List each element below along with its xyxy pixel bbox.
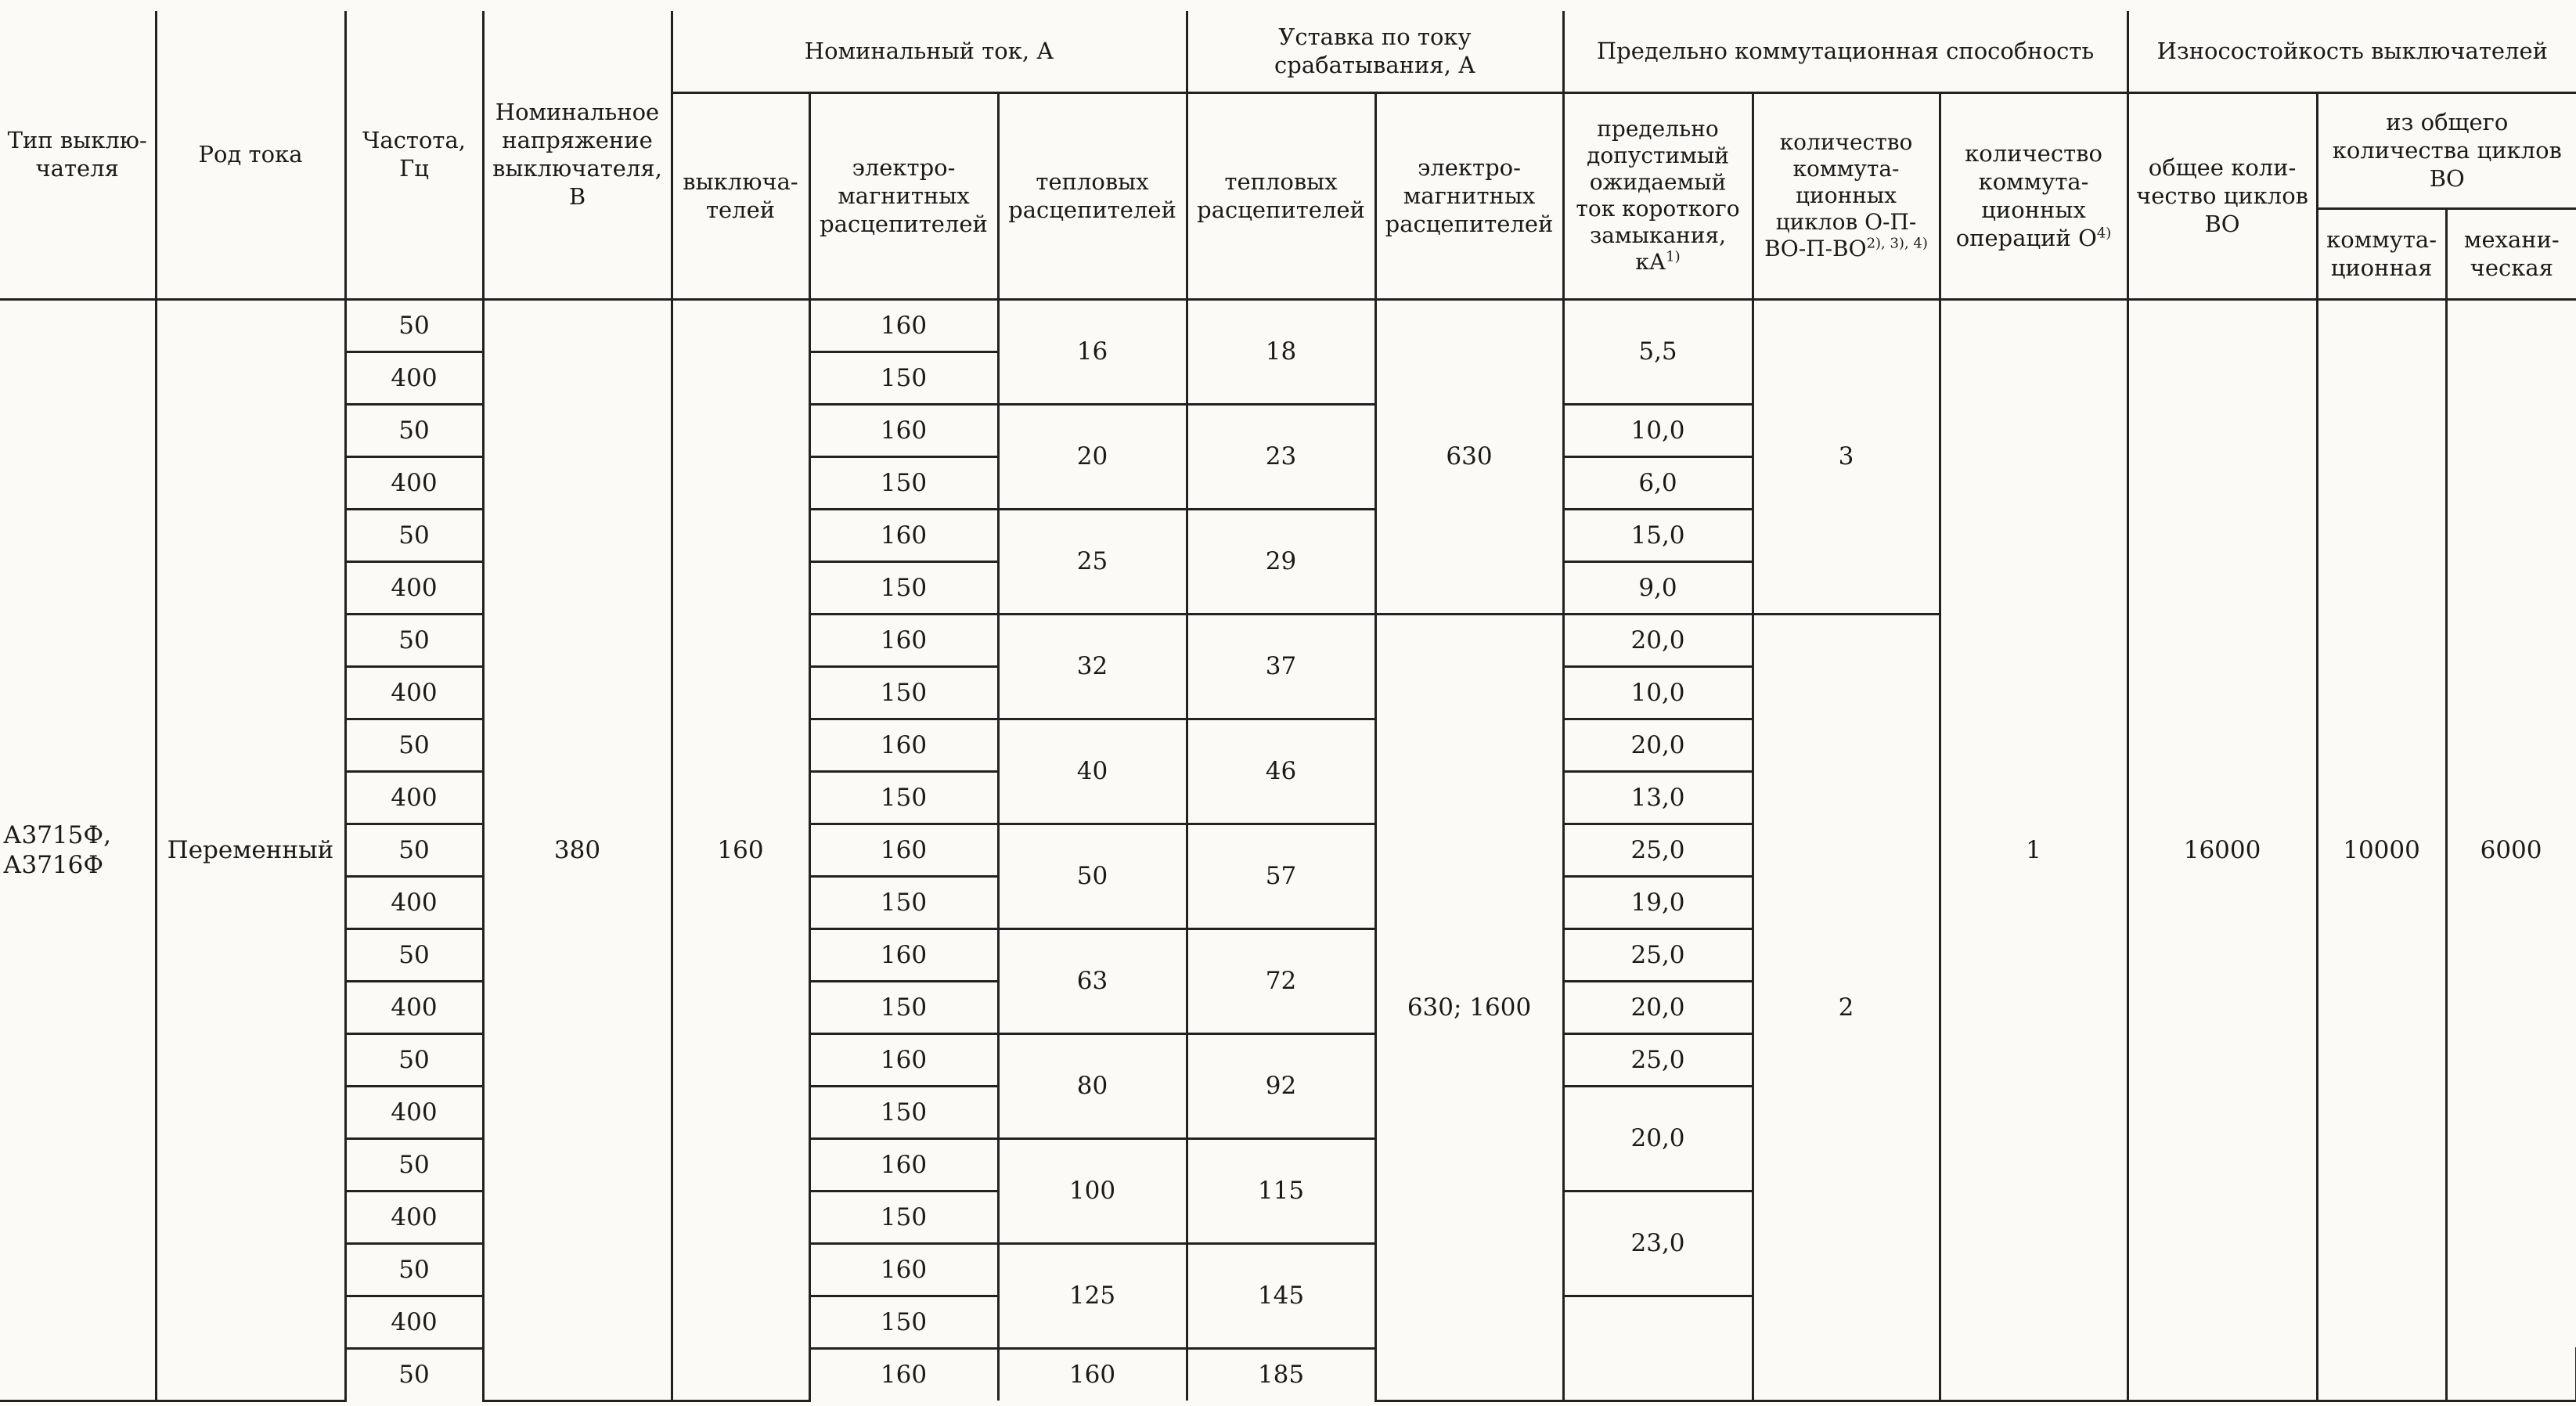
short-circuit-current-cell: 10,0 [1563, 666, 1753, 719]
cycles-cell: 2 [1753, 614, 1940, 1401]
short-circuit-current-cell: 5,5 [1563, 299, 1753, 404]
header-br-ops-note: 4) [2096, 225, 2112, 242]
frequency-cell: 400 [345, 456, 483, 509]
em-current-cell: 160 [809, 509, 998, 561]
short-circuit-current-cell [1563, 1296, 1753, 1401]
header-br-current-text: предельно допустимый ожидаемый ток короткого замыкания, кА [1576, 116, 1740, 275]
wear-total-cell: 16000 [2127, 299, 2317, 1401]
frequency-cell: 400 [345, 1191, 483, 1243]
short-circuit-current-cell: 13,0 [1563, 771, 1753, 824]
frequency-cell: 50 [345, 1138, 483, 1191]
frequency-cell: 50 [345, 614, 483, 666]
breaker-type: А3715Ф, А3716Ф [0, 299, 156, 1401]
thermal-setting-cell: 115 [1187, 1138, 1375, 1243]
frequency-cell: 400 [345, 561, 483, 614]
em-current-cell: 150 [809, 981, 998, 1033]
header-current-kind: Род тока [156, 11, 345, 299]
thermal-current-cell: 50 [998, 824, 1187, 928]
thermal-current-cell: 20 [998, 404, 1187, 509]
em-current-cell: 160 [809, 928, 998, 981]
voltage-cell: 380 [483, 299, 672, 1401]
short-circuit-current-cell: 9,0 [1563, 561, 1753, 614]
header-setting: Уставка по току срабатывания, А [1187, 11, 1563, 92]
em-current-cell: 150 [809, 876, 998, 928]
thermal-current-cell: 63 [998, 928, 1187, 1033]
thermal-setting-cell: 185 [1187, 1348, 1375, 1401]
em-current-cell: 150 [809, 561, 998, 614]
header-wear: Износостойкость выключателей [2127, 11, 2576, 92]
em-current-cell: 150 [809, 771, 998, 824]
frequency-cell: 50 [345, 404, 483, 456]
short-circuit-current-cell: 6,0 [1563, 456, 1753, 509]
em-current-cell: 160 [809, 719, 998, 771]
header-wear-total: общее коли-чество циклов ВО [2127, 92, 2317, 299]
em-current-cell: 150 [809, 1191, 998, 1243]
breaker-spec-table [0, 11, 2576, 1402]
em-current-cell: 150 [809, 1296, 998, 1348]
short-circuit-current-cell: 20,0 [1563, 1086, 1753, 1191]
thermal-setting-cell: 57 [1187, 824, 1375, 928]
thermal-current-cell: 25 [998, 509, 1187, 614]
em-current-cell: 160 [809, 404, 998, 456]
short-circuit-current-cell: 20,0 [1563, 614, 1753, 666]
em-current-cell: 160 [809, 1138, 998, 1191]
header-voltage: Номинальное напряжение выключателя, В [483, 11, 672, 299]
header-st-thermal: тепловых расцепителей [1187, 92, 1375, 299]
frequency-cell: 50 [345, 1243, 483, 1296]
header-frequency: Частота, Гц [345, 11, 483, 299]
frequency-cell: 400 [345, 666, 483, 719]
breaker-current-cell: 160 [672, 299, 809, 1401]
header-br-cycles [1753, 92, 1940, 299]
thermal-current-cell: 40 [998, 719, 1187, 824]
frequency-cell: 400 [345, 352, 483, 404]
wear-mech-cell: 6000 [2446, 299, 2576, 1401]
em-setting-cell: 630; 1600 [1375, 614, 1563, 1401]
em-current-cell: 150 [809, 352, 998, 404]
header-wear-commut: коммута-ционная [2317, 208, 2446, 299]
frequency-cell: 400 [345, 981, 483, 1033]
header-br-current-note: 1) [1666, 248, 1681, 265]
header-nc-breakers: выключа-телей [672, 92, 809, 299]
thermal-current-cell: 16 [998, 299, 1187, 404]
short-circuit-current-cell: 20,0 [1563, 719, 1753, 771]
header-nc-em: электро-магнитных расцепителей [809, 92, 998, 299]
header-breaking-capacity: Предельно коммутационная способность [1563, 11, 2127, 92]
header-st-em: электро-магнитных расцепителей [1375, 92, 1563, 299]
header-br-ops [1940, 92, 2127, 299]
header-br-cycles-text: количество коммута-ционных циклов О-П-ВО-П-ВО [1764, 129, 1917, 261]
short-circuit-current-cell: 25,0 [1563, 824, 1753, 876]
thermal-setting-cell: 23 [1187, 404, 1375, 509]
frequency-cell: 50 [345, 1033, 483, 1086]
header-br-ops-text: количество коммута-ционных операций О [1955, 140, 2102, 251]
frequency-cell: 400 [345, 1086, 483, 1138]
cycles-cell: 3 [1753, 299, 1940, 614]
current-kind: Переменный [156, 299, 345, 1401]
short-circuit-current-cell: 20,0 [1563, 981, 1753, 1033]
thermal-current-cell: 160 [998, 1348, 1187, 1401]
thermal-setting-cell: 18 [1187, 299, 1375, 404]
header-br-cycles-note: 2), 3), 4) [1866, 235, 1928, 252]
em-current-cell: 160 [809, 614, 998, 666]
thermal-current-cell: 125 [998, 1243, 1187, 1348]
thermal-setting-cell: 46 [1187, 719, 1375, 824]
short-circuit-current-cell: 23,0 [1563, 1191, 1753, 1296]
em-setting-cell: 630 [1375, 299, 1563, 614]
short-circuit-current-cell: 25,0 [1563, 928, 1753, 981]
header-wear-of-total: из общего количества циклов ВО [2317, 92, 2576, 208]
table-row [0, 299, 2576, 352]
frequency-cell: 50 [345, 928, 483, 981]
em-current-cell: 160 [809, 824, 998, 876]
short-circuit-current-cell: 10,0 [1563, 404, 1753, 456]
header-wear-mech: механи-ческая [2446, 208, 2576, 299]
em-current-cell: 160 [809, 299, 998, 352]
short-circuit-current-cell: 15,0 [1563, 509, 1753, 561]
frequency-cell: 50 [345, 719, 483, 771]
thermal-current-cell: 32 [998, 614, 1187, 719]
frequency-cell: 50 [345, 509, 483, 561]
header-br-current [1563, 92, 1753, 299]
header-type: Тип выклю-чателя [0, 11, 156, 299]
header-nc-thermal: тепловых расцепителей [998, 92, 1187, 299]
frequency-cell: 50 [345, 299, 483, 352]
thermal-setting-cell: 72 [1187, 928, 1375, 1033]
em-current-cell: 160 [809, 1033, 998, 1086]
em-current-cell: 150 [809, 456, 998, 509]
em-current-cell: 150 [809, 666, 998, 719]
thermal-setting-cell: 145 [1187, 1243, 1375, 1348]
frequency-cell: 400 [345, 1296, 483, 1348]
short-circuit-current-cell: 25,0 [1563, 1033, 1753, 1086]
em-current-cell: 160 [809, 1243, 998, 1296]
em-current-cell: 150 [809, 1086, 998, 1138]
thermal-setting-cell: 37 [1187, 614, 1375, 719]
thermal-current-cell: 80 [998, 1033, 1187, 1138]
operations-cell: 1 [1940, 299, 2127, 1401]
header-nominal-current: Номинальный ток, А [672, 11, 1187, 92]
thermal-current-cell: 100 [998, 1138, 1187, 1243]
frequency-cell: 400 [345, 876, 483, 928]
em-current-cell: 160 [809, 1348, 998, 1401]
frequency-cell: 50 [345, 824, 483, 876]
table-body [0, 11, 2576, 1401]
thermal-setting-cell: 92 [1187, 1033, 1375, 1138]
frequency-cell: 400 [345, 771, 483, 824]
frequency-cell: 50 [345, 1348, 483, 1401]
thermal-setting-cell: 29 [1187, 509, 1375, 614]
short-circuit-current-cell: 19,0 [1563, 876, 1753, 928]
wear-commut-cell: 10000 [2317, 299, 2446, 1401]
